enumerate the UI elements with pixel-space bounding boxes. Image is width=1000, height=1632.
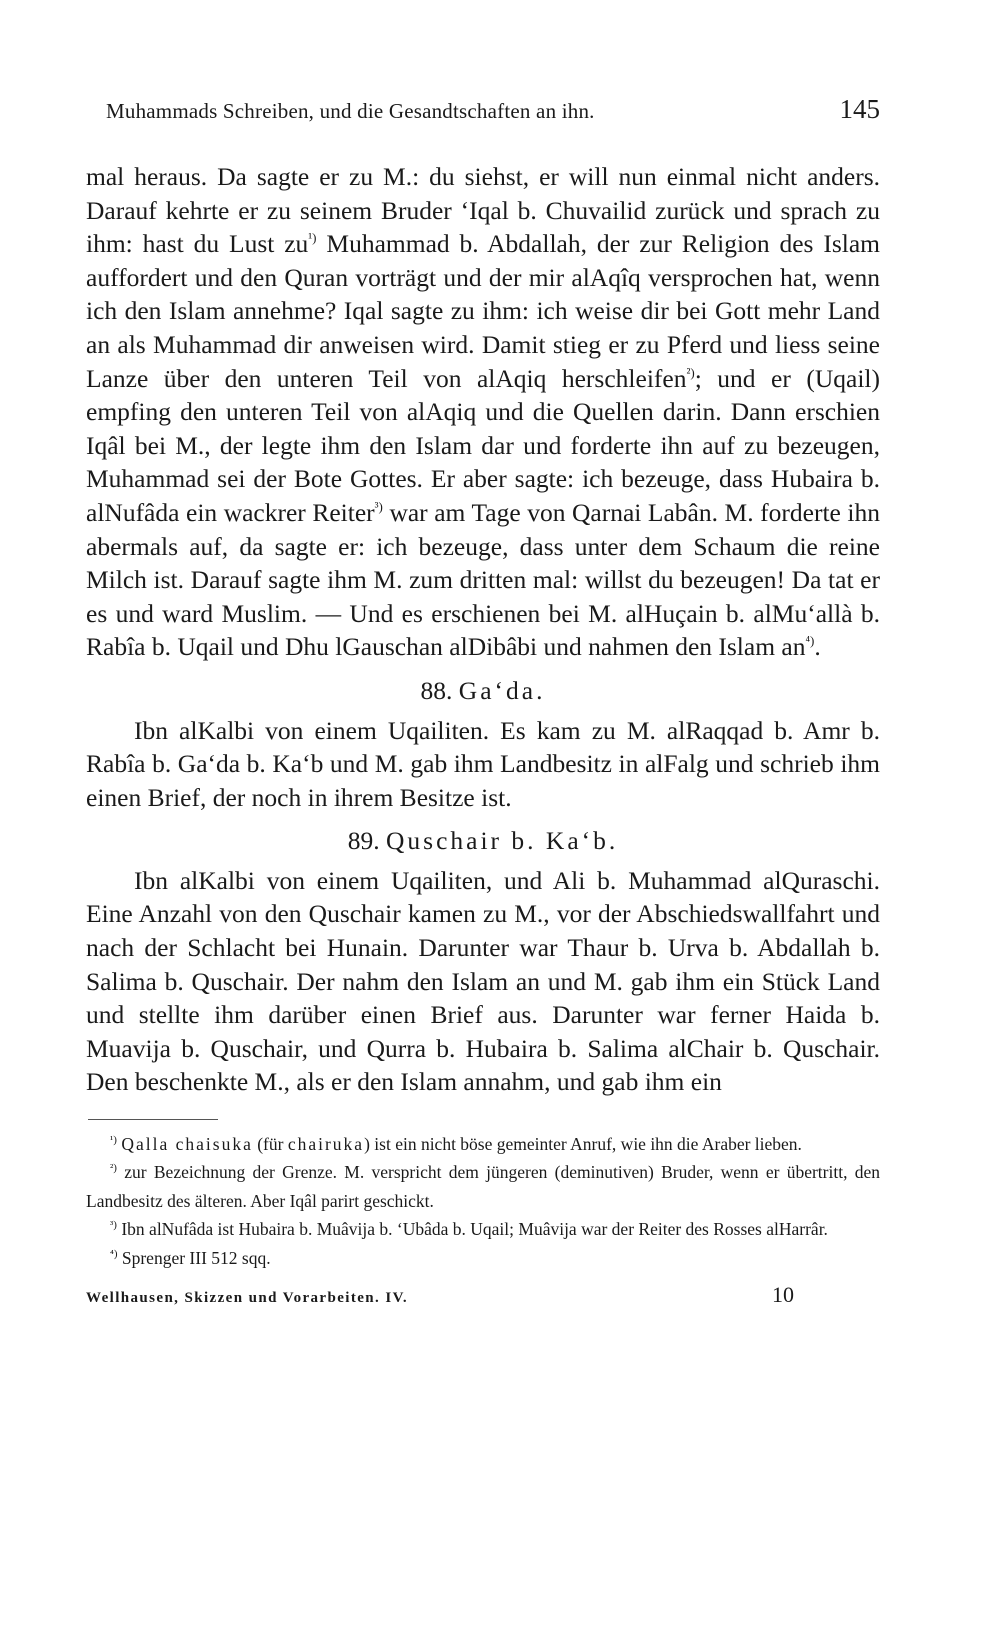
footnote-mark: ¹) <box>110 1134 117 1147</box>
paragraph-88: Ibn alKalbi von einem Uqailiten. Es kam zu M. alRaqqad b. Amr b. Rabîa b. Ga‘da b. Ka‘b und M. gab ihm Landbesitz in alFalg und schrieb ihm einen Brief, der noch in ihrem Besitze ist. <box>86 715 880 812</box>
footnote-mark: ²) <box>110 1162 117 1175</box>
section-name: Quschair b. Ka‘b. <box>385 826 619 856</box>
footnotes <box>86 1130 880 1272</box>
paragraph-89: Ibn alKalbi von einem Uqailiten, und Ali b. Muhammad alQuraschi. Eine Anzahl von den Quschair kamen zu M., vor der Abschiedswallfahrt und nach der Schlacht bei Hunain. Darunter war Thaur b. Urva b. Abdallah b. Salima b. Quschair. Der nahm den Islam an und M. gab ihm ein Stück Land und stellte ihm darüber einen Brief aus. Darunter war ferner Haida b. Muavija b. Quschair, und Qurra b. Hubaira b. Salima alChair b. Quschair. Den beschenkte M., als er den Islam annahm, und gab ihm ein <box>86 865 880 1097</box>
running-header <box>86 94 880 138</box>
paragraph-continued <box>86 160 880 664</box>
printer-signature <box>86 1282 880 1308</box>
footnote-text: ) ist ein nicht böse gemeinter Anruf, wie ihn die Araber lieben. <box>364 1134 802 1155</box>
footnote-3 <box>86 1215 880 1243</box>
footnote-text: zur Bezeichnung der Grenze. M. verspricht dem jüngeren (deminutiven) Bruder, wenn er übertritt, den Landbesitz des älteren. Aber Iqâl parirt geschickt. <box>86 1162 880 1211</box>
section-name: Ga‘da. <box>458 675 546 705</box>
footnote-spaced: chairuka <box>287 1134 365 1155</box>
section-heading-89 <box>86 824 880 858</box>
footnote-divider <box>88 1119 218 1120</box>
page-number: 145 <box>839 94 880 124</box>
main-text <box>86 160 880 1099</box>
footnote-1 <box>86 1130 880 1158</box>
section-number: 88. <box>420 675 453 705</box>
text-run: Muhammad b. Abdallah, der zur Religion des Islam auffordert und den Quran vorträgt und der mir alAqîq versprochen hat, wenn ich den Islam annehme? Iqal sagte zu ihm: ich weise dir bei Gott mehr Land an als Muhammad dir anweisen wird. Damit stieg er zu Pferd und liess seine Lanze über den unteren Teil von alAqiq herschleifen <box>86 229 880 393</box>
footnote-text: (für <box>252 1134 288 1155</box>
footnote-mark: ³) <box>110 1219 117 1232</box>
footnote-mark: ⁴) <box>110 1247 118 1260</box>
text-run: mal heraus. Da sagte er zu M.: du siehst, er will nun einmal nicht anders. Darauf kehrte er zu seinem Bruder ‘Iqal b. Chuvailid zurück und sprach zu ihm: hast du Lust zu <box>86 162 880 259</box>
section-heading-88 <box>86 674 880 708</box>
sheet-number: 10 <box>772 1282 794 1308</box>
footnote-ref-4[interactable]: ⁴) <box>805 633 815 649</box>
footnote-ref-1[interactable]: ¹) <box>308 230 317 246</box>
footnote-text: Sprenger III 512 sqq. <box>121 1247 271 1268</box>
footnote-ref-3[interactable]: ³) <box>374 498 383 514</box>
text-run: ; und er (Uqail) empfing den unteren Teil von alAqiq und die Quellen darin. Dann erschien Iqâl bei M., der legte ihm den Islam dar und forderte ihn auf zu bezeugen, Muhammad sei der Bote Gottes. Er aber sagte: ich bezeuge, dass Hubaira b. alNufâda ein wackrer Reiter <box>86 363 880 527</box>
footnote-4 <box>86 1244 880 1272</box>
signature-text: Wellhausen, Skizzen und Vorarbeiten. IV. <box>86 1290 409 1307</box>
text-run: war am Tage von Qarnai Labân. M. forderte ihn abermals auf, da sagte er: ich bezeuge, dass unter dem Schaum die reine Milch ist. Darauf sagte ihm M. zum dritten mal: willst du bezeugen! Da tat er es und ward Muslim. — Und es erschienen bei M. alHuçain b. alMu‘allà b. Rabîa b. Uqail und Dhu lGauschan alDibâbi und nahmen den Islam an <box>86 497 880 662</box>
section-number: 89. <box>347 826 380 856</box>
text-run: . <box>814 632 821 662</box>
running-title: Muhammads Schreiben, und die Gesandtschaften an ihn. <box>106 99 595 123</box>
footnote-2 <box>86 1158 880 1215</box>
footnote-text: Ibn alNufâda ist Hubaira b. Muâvija b. ‘Ubâda b. Uqail; Muâvija war der Reiter des Rosses alHarrâr. <box>121 1219 828 1240</box>
footnote-spaced: Qalla chaisuka <box>121 1134 253 1155</box>
footnote-ref-2[interactable]: ²) <box>686 364 695 380</box>
